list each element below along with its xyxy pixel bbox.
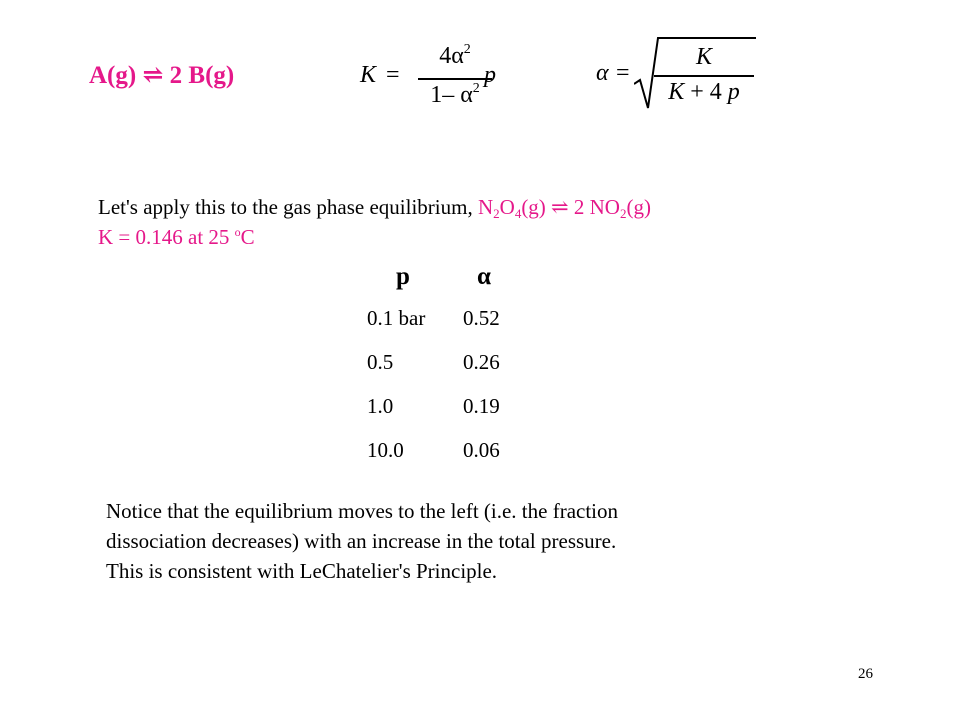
k-value-line: K = 0.146 at 25 $^o$C bbox=[98, 225, 255, 249]
cell-alpha: 0.06 bbox=[463, 437, 500, 462]
notice-line: dissociation decreases) with an increase in the total pressure. bbox=[106, 529, 617, 553]
n2o4-equation: $N_2O_4(g)$ ⇌ 2 $NO_2(g)$ bbox=[477, 195, 651, 221]
table-row bbox=[355, 340, 517, 384]
formula-k-equals: = bbox=[386, 62, 400, 88]
reaction-equation bbox=[89, 60, 234, 90]
header-alpha: α bbox=[477, 263, 491, 290]
table-header-row bbox=[355, 258, 517, 296]
pressure-alpha-table bbox=[355, 258, 517, 472]
reaction-rhs: 2 B(g) bbox=[169, 62, 235, 89]
formula-k-pressure: p bbox=[484, 62, 496, 88]
equilibrium-arrow: ⇌ bbox=[142, 62, 164, 89]
reaction-lhs: A(g) bbox=[89, 62, 137, 89]
table-row bbox=[355, 384, 517, 428]
notice-line: Notice that the equilibrium moves to the left (i.e. the fraction bbox=[106, 499, 619, 523]
formula-k-numerator: $4\alpha^2$ bbox=[439, 42, 471, 69]
page-number: 26 bbox=[858, 666, 873, 682]
table-row bbox=[355, 296, 517, 340]
cell-pressure: 1.0 bbox=[367, 393, 394, 418]
notice-line: This is consistent with LeChatelier's Principle. bbox=[106, 559, 498, 583]
table-row bbox=[355, 428, 517, 472]
formula-k-denominator: 1– $\alpha^2$ bbox=[430, 81, 480, 108]
intro-text bbox=[98, 192, 651, 252]
intro-line-1: Let's apply this to the gas phase equilibrium, $N_2O_4(g)$ ⇌ 2 $NO_2(g)$ bbox=[98, 195, 651, 221]
cell-alpha: 0.19 bbox=[463, 393, 500, 418]
cell-alpha: 0.26 bbox=[463, 349, 500, 374]
formula-alpha-equals: = bbox=[616, 60, 630, 86]
fraction-bar bbox=[418, 78, 492, 80]
cell-pressure: 0.1 bar bbox=[367, 305, 426, 330]
cell-pressure: 0.5 bbox=[367, 349, 394, 374]
header-p: p bbox=[396, 263, 410, 290]
cell-alpha: 0.52 bbox=[463, 305, 500, 330]
fraction-bar bbox=[654, 75, 754, 77]
formula-alpha bbox=[596, 36, 756, 116]
formula-alpha-lhs: α bbox=[596, 60, 609, 86]
formula-alpha-denominator: K + 4 p bbox=[668, 79, 740, 105]
formula-k-lhs: K bbox=[360, 62, 377, 88]
formula-alpha-numerator: K bbox=[695, 44, 712, 70]
notice-paragraph bbox=[106, 496, 806, 586]
formula-k bbox=[360, 38, 530, 118]
cell-pressure: 10.0 bbox=[367, 437, 404, 462]
